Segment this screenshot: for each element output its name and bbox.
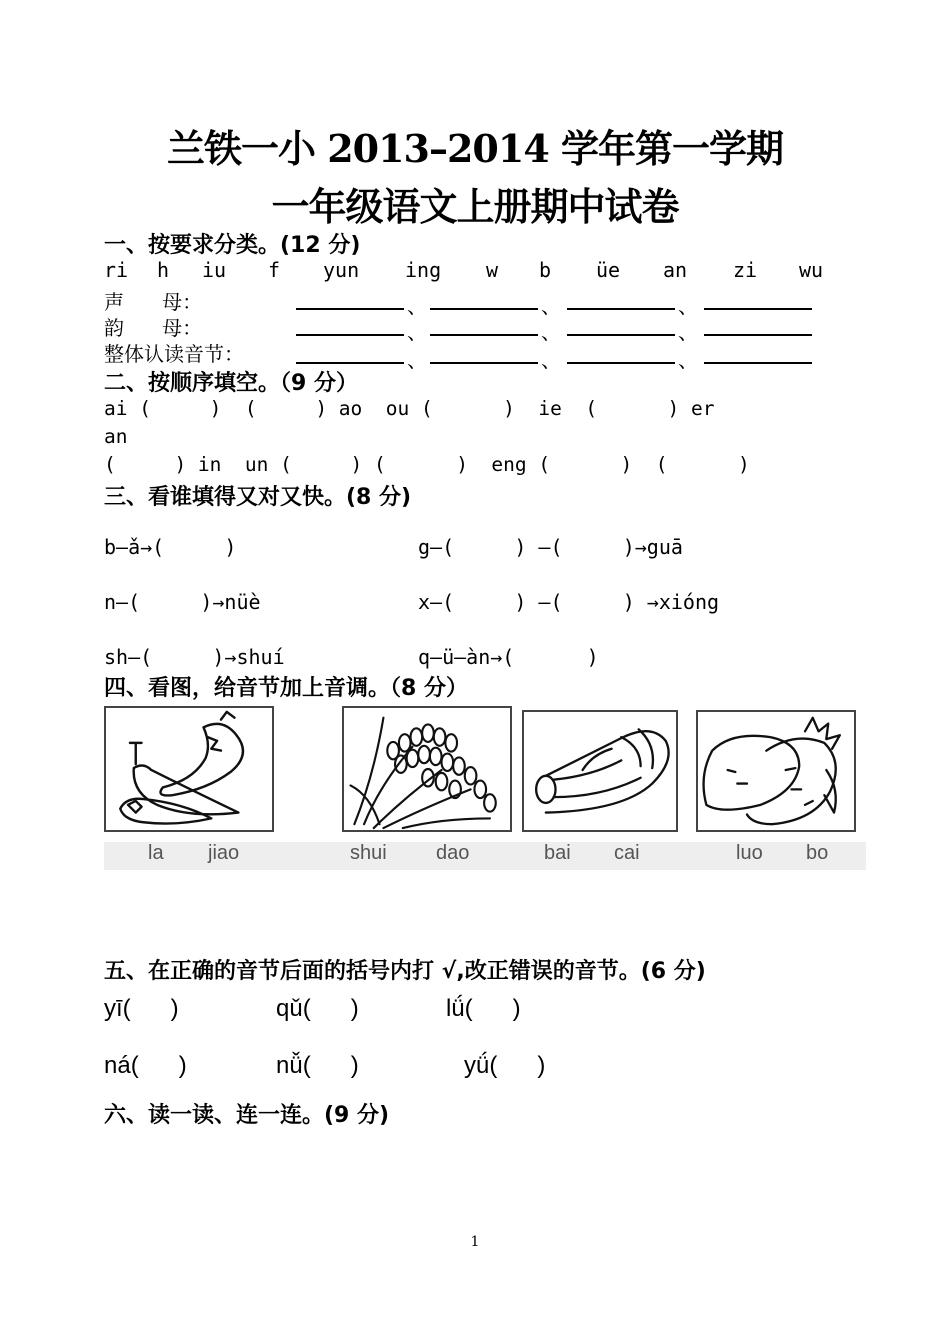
syllable-label: bo xyxy=(806,842,829,864)
exam-title-line2: 一年级语文上册期中试卷 xyxy=(271,184,679,229)
letter: f xyxy=(268,258,281,282)
fill-item: x—( ) —( ) →xióng xyxy=(418,590,720,614)
section1-heading: 一、按要求分类。(12 分) xyxy=(104,233,361,258)
row-label: 韵 母： xyxy=(104,316,203,340)
letter: an xyxy=(663,258,688,282)
answer-blank[interactable] xyxy=(430,362,538,364)
separator: 、 xyxy=(541,320,561,344)
fill-item: g—( ) —( )→guā xyxy=(418,535,683,559)
answer-blank[interactable] xyxy=(704,362,812,364)
answer-blank[interactable] xyxy=(296,308,404,310)
answer-blank[interactable] xyxy=(567,362,675,364)
pepper-icon xyxy=(104,706,274,832)
letter: wu xyxy=(799,258,824,282)
answer-blank[interactable] xyxy=(704,334,812,336)
separator: 、 xyxy=(678,320,698,344)
section3-heading: 三、看谁填得又对又快。(8 分) xyxy=(104,485,412,510)
section2-heading: 二、按顺序填空。（9 分） xyxy=(104,371,358,396)
section6-heading: 六、读一读、连一连。(9 分) xyxy=(104,1103,390,1128)
section5-heading: 五、在正确的音节后面的括号内打 √,改正错误的音节。(6 分) xyxy=(104,959,706,984)
section2-line3: ( ) in un ( ) ( ) eng ( ) ( ) xyxy=(104,453,750,476)
letter: w xyxy=(486,258,499,282)
separator: 、 xyxy=(407,320,427,344)
syllable-check-item: nǚ( ) xyxy=(276,1052,359,1079)
letter: zi xyxy=(733,258,758,282)
syllable-check-item: yǘ( ) xyxy=(464,1052,546,1079)
syllable-label: shui xyxy=(350,842,387,864)
separator: 、 xyxy=(678,294,698,318)
rice-icon xyxy=(342,706,512,832)
letter: iu xyxy=(202,258,227,282)
syllable-check-item: qǔ( ) xyxy=(276,995,359,1022)
letter: ing xyxy=(405,258,442,282)
syllable-label: bai xyxy=(544,842,571,864)
cabbage-icon xyxy=(522,710,678,832)
page-number: 1 xyxy=(470,1234,480,1250)
fill-item: sh—( )→shuí xyxy=(104,645,285,669)
section2-line2: an xyxy=(104,425,128,448)
radish-icon xyxy=(696,710,856,832)
syllable-check-item: ná( ) xyxy=(104,1052,187,1079)
fill-item: q—ü—àn→( ) xyxy=(418,645,599,669)
answer-blank[interactable] xyxy=(704,308,812,310)
answer-blank[interactable] xyxy=(296,362,404,364)
separator: 、 xyxy=(541,294,561,318)
separator: 、 xyxy=(407,348,427,372)
answer-blank[interactable] xyxy=(567,308,675,310)
syllable-check-item: lǘ( ) xyxy=(446,995,521,1022)
syllable-label: dao xyxy=(436,842,470,864)
answer-blank[interactable] xyxy=(296,334,404,336)
section4-heading: 四、看图，给音节加上音调。（8 分） xyxy=(104,676,468,701)
answer-blank[interactable] xyxy=(430,334,538,336)
separator: 、 xyxy=(678,348,698,372)
syllable-label: la xyxy=(148,842,164,864)
answer-blank[interactable] xyxy=(567,334,675,336)
letter: üe xyxy=(596,258,621,282)
letter: ri xyxy=(104,258,129,282)
separator: 、 xyxy=(407,294,427,318)
row-label: 声 母： xyxy=(104,290,203,314)
letter: yun xyxy=(323,258,360,282)
letter: h xyxy=(157,258,170,282)
fill-item: b—ǎ→( ) xyxy=(104,535,237,559)
syllable-label: luo xyxy=(736,842,763,864)
answer-blank[interactable] xyxy=(430,308,538,310)
syllable-label: jiao xyxy=(208,842,240,864)
separator: 、 xyxy=(541,348,561,372)
exam-title-line1: 兰铁一小 2013–2014 学年第一学期 xyxy=(167,126,783,171)
syllable-label: cai xyxy=(614,842,640,864)
syllable-check-item: yī( ) xyxy=(104,995,179,1022)
row-label: 整体认读音节： xyxy=(104,342,244,366)
fill-item: n—( )→nüè xyxy=(104,590,261,614)
letter: b xyxy=(539,258,552,282)
section2-line1: ai ( ) ( ) ao ou ( ) ie ( ) er xyxy=(104,397,715,420)
